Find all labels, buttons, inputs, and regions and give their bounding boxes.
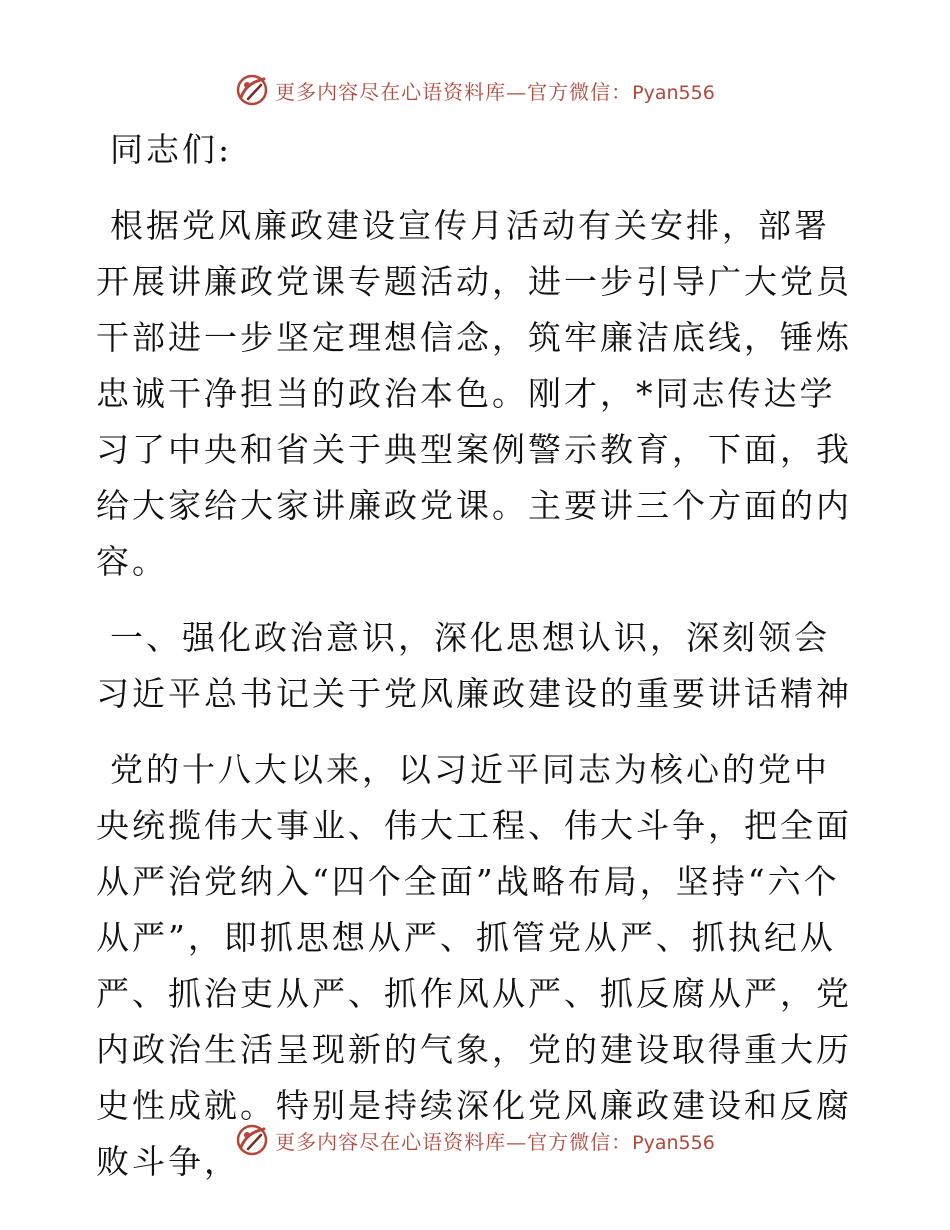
- banner-text: 更多内容尽在心语资料库—官方微信：Pyan556: [275, 1129, 715, 1154]
- banner-text: 更多内容尽在心语资料库—官方微信：Pyan556: [275, 79, 715, 104]
- library-logo-icon: [235, 1123, 269, 1157]
- paragraph-body: 党的十八大以来，以习近平同志为核心的党中央统揽伟大事业、伟大工程、伟大斗争，把全面从严治党纳入“四个全面”战略布局，坚持“六个从严”，即抓思想从严、抓管党从严、抓执纪从严、抓治吏从严、抓作风从严、抓反腐从严，党内政治生活呈现新的气象，党的建设取得重大历史性成就。特别是持续深化党风廉政建设和反腐败斗争，: [96, 750, 852, 1181]
- paragraph-intro: 根据党风廉政建设宣传月活动有关安排，部署开展讲廉政党课专题活动，进一步引导广大党员干部进一步坚定理想信念，筑牢廉洁底线，锤炼忠诚干净担当的政治本色。刚才，*同志传达学习了中央和省关于典型案例警示教育，下面，我给大家给大家讲廉政党课。主要讲三个方面的内容。: [96, 206, 852, 581]
- wechat-id: Pyan556: [632, 1131, 715, 1154]
- salutation: 同志们:: [110, 130, 233, 169]
- library-logo-icon: [235, 73, 269, 107]
- document-body: [96, 122, 856, 1210]
- section-heading-1: 一、强化政治意识，深化思想认识，深刻领会习近平总书记关于党风廉政建设的重要讲话精神: [96, 618, 852, 713]
- wechat-id: Pyan556: [632, 81, 715, 104]
- footer-banner: [0, 1120, 950, 1160]
- header-banner: [0, 70, 950, 110]
